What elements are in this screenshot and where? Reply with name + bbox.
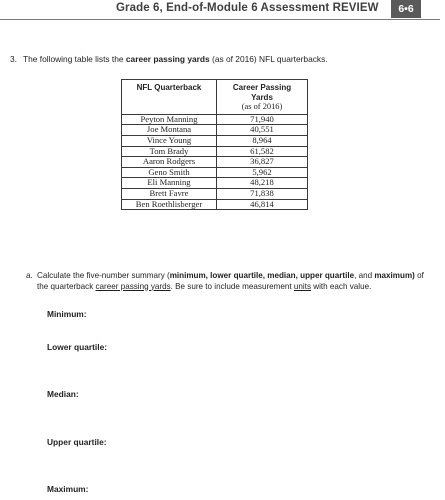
quarterback-name: Vince Young [122,135,217,146]
part-a-text-3: , and [354,271,375,280]
header-passing-yards-label: Career Passing Yards [232,83,292,102]
problem-statement [10,54,328,64]
header-passing-yards-sub: (as of 2016) [241,102,283,112]
part-a-text [37,271,426,292]
passing-yards: 40,551 [217,125,308,136]
part-a-text-5: of the quarterback [37,271,424,291]
quarterback-name: Eli Manning [122,178,217,189]
problem-text-after: (as of 2016) NFL quarterbacks. [209,54,328,64]
passing-yards: 71,838 [217,188,308,199]
problem-number: 3. [10,54,17,64]
passing-yards: 36,827 [217,157,308,168]
header-passing-yards [217,80,308,115]
problem-text-before: The following table lists the [23,54,126,64]
quarterback-name: Aaron Rodgers [122,157,217,168]
table-row [122,178,308,189]
quarterback-name: Peyton Manning [122,114,217,125]
upper-quartile-label: Upper quartile: [47,437,107,447]
problem-text-bold: career passing yards [125,54,210,64]
part-a-instructions [26,271,426,292]
part-a-text-8: units [293,281,312,291]
part-a-text-6: career passing yards [95,281,171,291]
passing-yards: 5,962 [217,167,308,178]
passing-yards: 46,814 [217,199,308,210]
table-row [122,135,308,146]
lower-quartile-label: Lower quartile: [47,342,108,352]
maximum-label: Maximum: [47,484,89,494]
minimum-label: Minimum: [47,309,87,319]
table-row [122,167,308,178]
quarterback-name: Joe Montana [122,125,217,136]
part-a-label: a. [26,271,33,280]
passing-yards: 8,964 [217,135,308,146]
table-row [122,125,308,136]
median-label: Median: [47,389,79,399]
passing-yards: 61,582 [217,146,308,157]
table-row [122,199,308,210]
quarterback-name: Tom Brady [122,146,217,157]
table-row [122,146,308,157]
part-a-text-2: minimum, lower quartile, median, upper quartile [169,271,355,280]
module-badge: 6•6 [391,0,421,18]
quarterback-name: Ben Roethlisberger [122,199,217,210]
quarterback-table [121,79,308,210]
header-quarterback: NFL Quarterback [122,80,217,115]
part-a-text-4: maximum) [374,271,415,280]
passing-yards: 48,218 [217,178,308,189]
part-a-text-9: with each value. [311,281,372,291]
table-header-row [122,80,308,115]
table-row [122,188,308,199]
part-a-text-1: Calculate the five-number summary ( [37,271,170,280]
table-row [122,157,308,168]
quarterback-name: Brett Favre [122,188,217,199]
quarterback-name: Geno Smith [122,167,217,178]
header-title: Grade 6, End-of-Module 6 Assessment REVIEW [116,2,379,14]
page-header [0,0,440,20]
passing-yards: 71,940 [217,114,308,125]
table-row [122,114,308,125]
part-a-text-7: . Be sure to include measurement [170,281,294,291]
